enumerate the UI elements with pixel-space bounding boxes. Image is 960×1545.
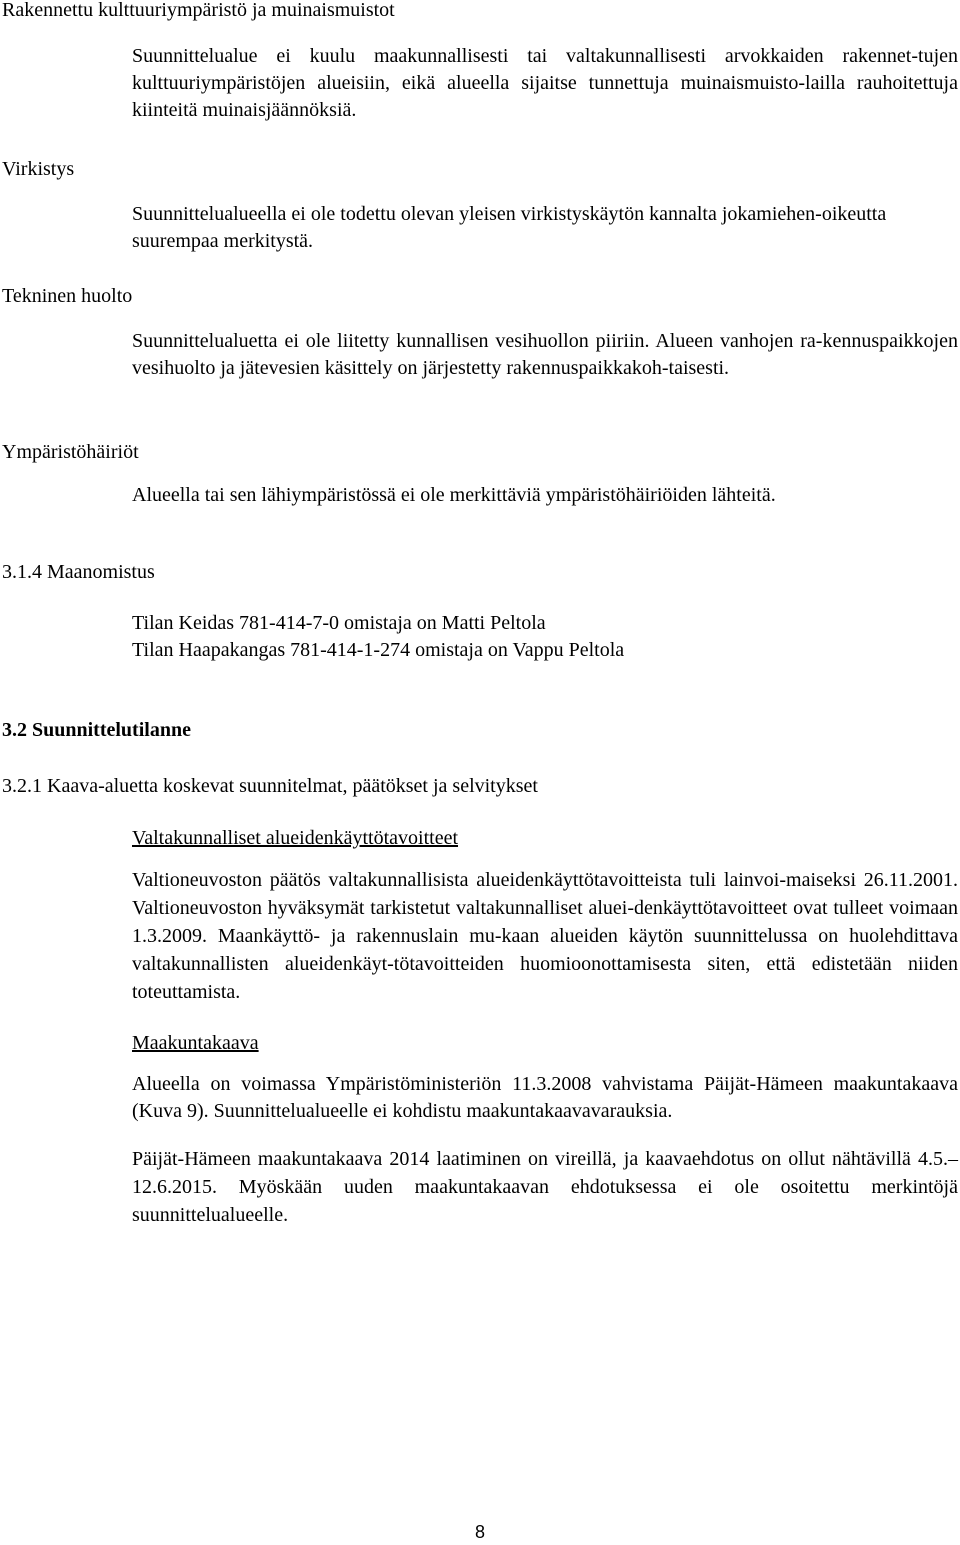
section-label-environmental-disturbance: Ympäristöhäiriöt: [2, 441, 139, 463]
heading-land-ownership: 3.1.4 Maanomistus: [2, 561, 155, 583]
heading-national-objectives: Valtakunnalliset alueidenkäyttötavoitteet: [132, 827, 459, 849]
page-number: 8: [474, 1522, 485, 1542]
paragraph-national-objectives: Valtioneuvoston päätös valtakunnallisista alueidenkäyttötavoitteista tuli lainvoi-maiseksi 26.11.2001. Valtioneuvoston hyväksymät tarkistetut valtakunnalliset aluei-denkäyttötavoitteet ovat tulleet voimaan 1.3.2009. Maankäyttö- ja rakennuslain mu-kaan alueiden käytön suunnittelussa on huolehdittava valtakunnallisten alueidenkäyt-tötavoitteiden huomioonottamisesta siten, että edistetään niiden toteuttamista.: [132, 869, 958, 1003]
paragraph-regional-plan-current: Alueella on voimassa Ympäristöministeriön 11.3.2008 vahvistama Päijät-Hämeen maakuntakaava (Kuva 9). Suunnittelualueelle ei kohdistu maakuntakaavavarauksia.: [132, 1073, 958, 1122]
section-label-recreation: Virkistys: [2, 158, 75, 180]
paragraph-recreation: Suunnittelualueella ei ole todettu olevan yleisen virkistyskäytön kannalta jokamiehen-oikeutta suurempaa merkitystä.: [132, 203, 887, 252]
paragraph-regional-plan-2014: Päijät-Hämeen maakuntakaava 2014 laatiminen on vireillä, ja kaavaehdotus on ollut nähtävillä 4.5.–12.6.2015. Myöskään uuden maakuntakaavan ehdotuksessa ei ole osoitettu merkintöjä suunnittelualueelle.: [132, 1148, 958, 1226]
paragraph-environmental-disturbance: Alueella tai sen lähiympäristössä ei ole merkittäviä ympäristöhäiriöiden lähteitä.: [132, 484, 776, 506]
section-label-technical-maintenance: Tekninen huolto: [2, 285, 133, 307]
section-label-cultural-environment: Rakennettu kulttuuriympäristö ja muinaismuistot: [2, 0, 395, 21]
paragraph-technical-maintenance: Suunnittelualuetta ei ole liitetty kunnallisen vesihuollon piiriin. Alueen vanhojen ra-kennuspaikkojen vesihuolto ja jätevesien käsittely on järjestetty rakennuspaikkakoh-taisesti.: [132, 330, 958, 379]
heading-regional-plan: Maakuntakaava: [132, 1032, 259, 1054]
ownership-line-haapakangas: Tilan Haapakangas 781-414-1-274 omistaja on Vappu Peltola: [132, 639, 625, 661]
ownership-line-keidas: Tilan Keidas 781-414-7-0 omistaja on Matti Peltola: [132, 612, 546, 634]
paragraph-cultural-environment: Suunnittelualue ei kuulu maakunnallisesti tai valtakunnallisesti arvokkaiden rakennet-tujen kulttuuriympäristöjen alueisiin, eikä alueella sijaitse tunnettuja muinaismuisto-lailla rauhoitettuja kiinteitä muinaisjäännöksiä.: [132, 45, 958, 121]
heading-plans-decisions: 3.2.1 Kaava-aluetta koskevat suunnitelmat, päätökset ja selvitykset: [2, 775, 538, 797]
heading-planning-situation: 3.2 Suunnittelutilanne: [2, 719, 191, 741]
